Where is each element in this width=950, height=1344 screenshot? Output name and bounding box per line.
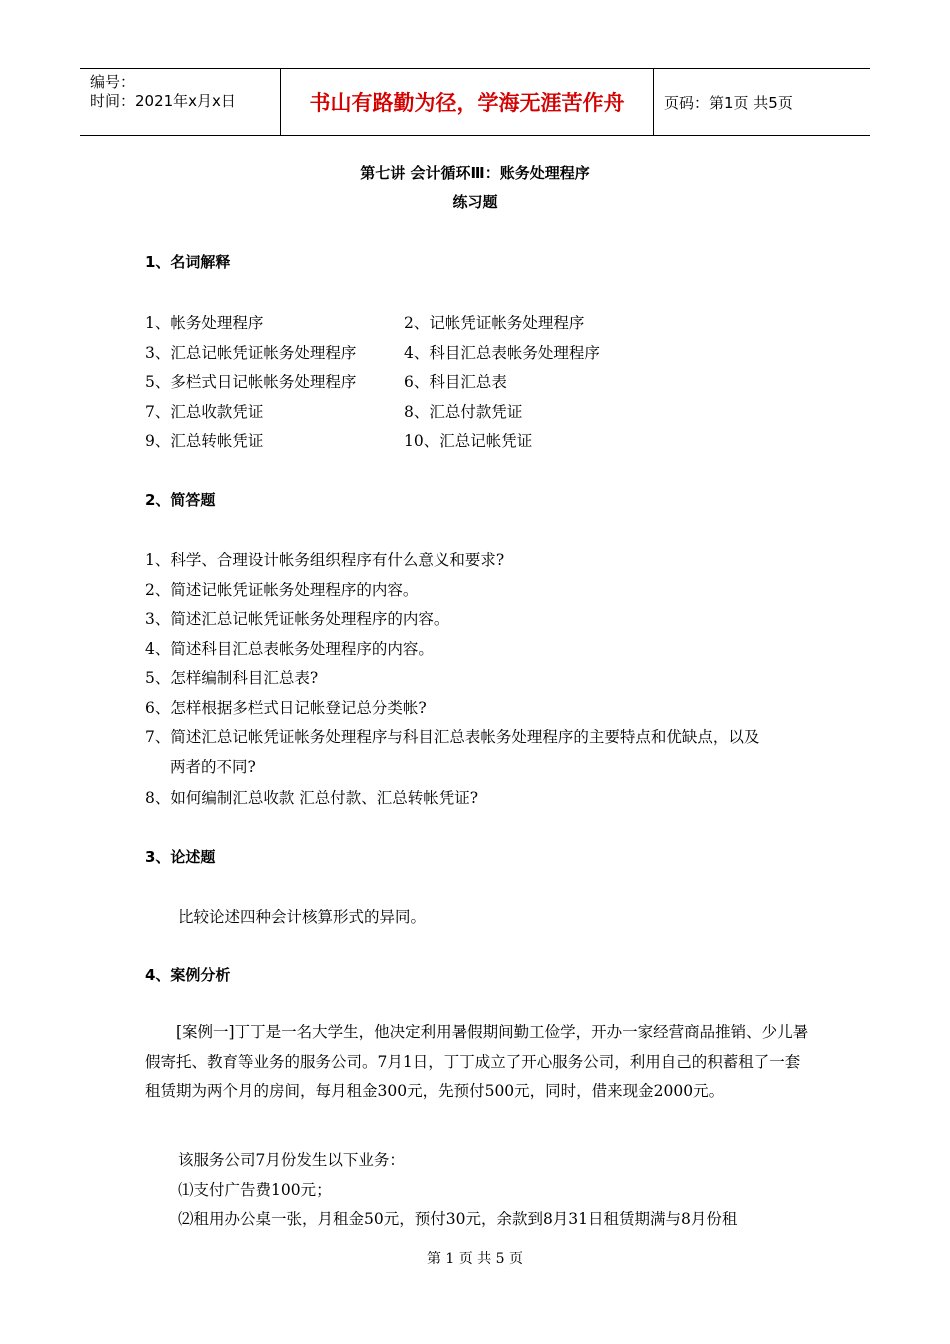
section-heading-case: 4、案例分析 <box>145 966 231 984</box>
term-item: 10、汇总记帐凭证 <box>404 432 533 450</box>
question-item: 3、简述汇总记帐凭证帐务处理程序的内容。 <box>145 610 450 628</box>
term-item: 6、科目汇总表 <box>404 373 507 391</box>
header-info <box>80 69 280 135</box>
page-header <box>80 68 870 136</box>
section-heading-essay: 3、论述题 <box>145 848 216 866</box>
case-line: ⑵租用办公桌一张，月租金50元，预付30元，余款到8月31日租赁期满与8月份租 <box>178 1210 738 1228</box>
question-item: 1、科学、合理设计帐务组织程序有什么意义和要求? <box>145 551 505 569</box>
section-heading-short-answer: 2、简答题 <box>145 491 216 509</box>
term-item: 1、帐务处理程序 <box>145 314 264 332</box>
term-item: 2、记帐凭证帐务处理程序 <box>404 314 585 332</box>
header-motto: 书山有路勤为径，学海无涯苦作舟 <box>280 69 654 135</box>
page-footer: 第 1 页 共 5 页 <box>426 1251 524 1267</box>
section-heading-terms: 1、名词解释 <box>145 253 231 271</box>
term-item: 9、汇总转帐凭证 <box>145 432 264 450</box>
page-number-label: 页码：第1页 共5页 <box>664 93 793 112</box>
case-line: ⑴支付广告费100元； <box>178 1181 332 1199</box>
case-line: 该服务公司7月份发生以下业务： <box>178 1151 405 1169</box>
time-label: 时间：2021年x月x日 <box>90 92 236 110</box>
essay-question: 比较论述四种会计核算形式的异同。 <box>178 908 427 926</box>
case-paragraph: [案例一]丁丁是一名大学生，他决定利用暑假期间勤工俭学，开办一家经营商品推销、少儿暑假寄托、教育等业务的服务公司。7月1日，丁丁成立了开心服务公司，利用自己的积蓄租了一套租赁期为两个月的房间，每月租金300元，先预付500元，同时，借来现金2000元。 <box>145 1023 809 1101</box>
question-item: 6、怎样根据多栏式日记帐登记总分类帐? <box>145 699 427 717</box>
question-item-continuation: 两者的不同? <box>170 758 256 776</box>
question-item: 4、简述科目汇总表帐务处理程序的内容。 <box>145 640 434 658</box>
lecture-title: 第七讲 会计循环Ⅲ：账务处理程序 <box>360 164 590 182</box>
number-label: 编号： <box>90 73 136 91</box>
question-item: 7、简述汇总记帐凭证帐务处理程序与科目汇总表帐务处理程序的主要特点和优缺点，以及 <box>145 728 760 746</box>
question-item: 2、简述记帐凭证帐务处理程序的内容。 <box>145 581 419 599</box>
term-item: 3、汇总记帐凭证帐务处理程序 <box>145 344 357 362</box>
term-item: 8、汇总付款凭证 <box>404 403 523 421</box>
term-item: 5、多栏式日记帐帐务处理程序 <box>145 373 357 391</box>
question-item: 8、如何编制汇总收款 汇总付款、汇总转帐凭证? <box>145 789 479 807</box>
question-item: 5、怎样编制科目汇总表? <box>145 669 319 687</box>
exercise-subtitle: 练习题 <box>452 193 498 211</box>
term-item: 4、科目汇总表帐务处理程序 <box>404 344 600 362</box>
term-item: 7、汇总收款凭证 <box>145 403 264 421</box>
